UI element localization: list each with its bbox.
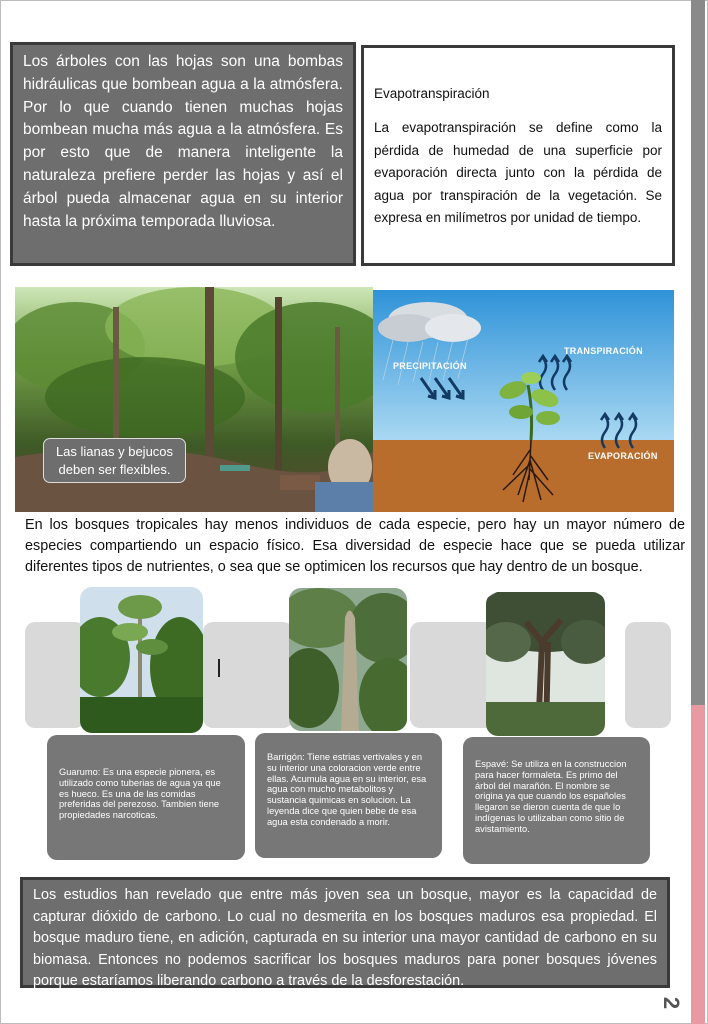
band-segment: [203, 622, 293, 728]
transpiration-label: TRANSPIRACIÓN: [564, 346, 643, 356]
band-segment: [25, 622, 85, 728]
carbon-capture-text: Los estudios han revelado que entre más joven sea un bosque, mayor es la capacidad de capturar dióxido de carbono. Lo cual no desmerita en los bosques maduros esa propiedad. El bosque maduro tiene, en adición, capturada en su interior una mayor cantidad de carbono en su biomasa. Entonces no podemos sacrificar los bosques maduros para poner bosques jóvenes porque estaríamos liberando carbono a través de la desforestación.: [33, 887, 657, 990]
band-segment: [410, 622, 495, 728]
evaporation-label: EVAPORACIÓN: [588, 451, 658, 461]
species-diversity-paragraph: En los bosques tropicales hay menos individuos de cada especie, pero hay un mayor número de especies compartiendo un espacio físico. Esa diversidad de especie hace que se pueda utilizar diferentes tipos de nutrientes, o sea que se optimicen los recursos que hay dentro de un bosque.: [25, 517, 685, 575]
page-number: 2: [659, 996, 684, 1010]
barrigon-photo: [289, 588, 407, 731]
band-segment: [625, 622, 671, 728]
text-cursor: [218, 659, 220, 677]
trees-water-pump-box: [10, 42, 356, 266]
side-bar-pink: [691, 705, 705, 1024]
espave-caption: Espavé: Se utiliza en la construccion para hacer formaleta. Es primo del árbol del marañón. El nombre se origina ya que cuando los españoles llegaron se dieron cuenta de que lo indígenas lo utilizaban como sitio de avistamiento.: [463, 737, 650, 864]
trees-water-pump-text: Los árboles con las hojas son una bombas hidráulicas que bombean agua a la atmósfera. Por lo que cuando tienen muchas hojas bombean mucha más agua a la atmósfera. Es por esto que de manera inteligente la naturaleza prefiere perder las hojas y así el árbol pueda almacenar agua en su interior hasta la próxima temporada lluviosa.: [23, 53, 343, 230]
evapotranspiration-diagram: [373, 290, 674, 512]
espave-photo: [486, 592, 605, 736]
evapotranspiration-box: [361, 45, 675, 266]
forest-photo-caption: Las lianas y bejucos deben ser flexibles.: [43, 438, 186, 483]
precipitation-label: PRECIPITACIÓN: [393, 361, 467, 371]
evapotranspiration-title: Evapotranspiración: [374, 86, 490, 101]
barrigon-caption: Barrigón: Tiene estrias vertivales y en su interior una coloracion verde entre ellas. Acumula agua en su interior, esa agua con mucho metabolitos y sustancia quimicas en solucion. La leyenda dice que quien bebe de esa agua esta condenado a morir.: [255, 733, 442, 858]
side-bar-gray: [691, 0, 705, 705]
carbon-capture-box: [20, 877, 670, 988]
guarumo-photo: [80, 587, 203, 733]
guarumo-caption: Guarumo: Es una especie pionera, es utilizado como tuberias de agua ya que es hueco. Es una de las comidas preferidas del perezoso. Tambien tiene propiedades narcoticas.: [47, 735, 245, 860]
evapotranspiration-definition: La evapotranspiración se define como la pérdida de humedad de una superficie por evaporación directa junto con la pérdida de agua por transpiración de la vegetación. Se expresa en milímetros por unidad de tiempo.: [374, 120, 662, 225]
